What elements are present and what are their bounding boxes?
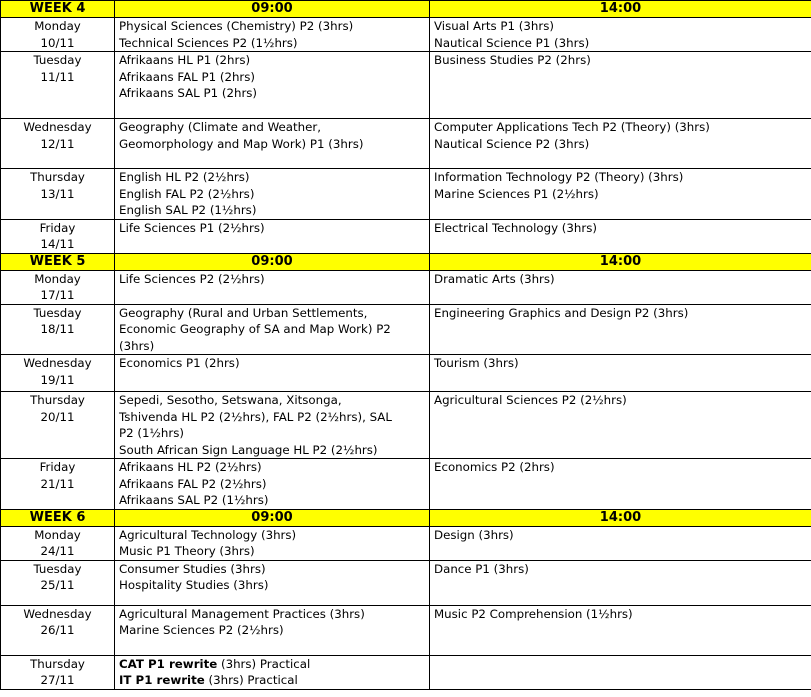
morning-session-cell: [115, 18, 430, 52]
day-cell: [1, 355, 115, 392]
exam-entry: [119, 476, 425, 493]
day-cell: [1, 52, 115, 119]
exam-entry-text: Agricultural Technology (3hrs): [119, 527, 297, 542]
exam-entry: [434, 561, 807, 578]
exam-entry-text: (3hrs) Practical: [204, 673, 298, 687]
exam-entry-text: Music P1 Theory (3hrs): [119, 544, 255, 558]
exam-entry-text: Technical Sciences P2 (1½hrs): [119, 35, 298, 50]
week-label: WEEK 5: [1, 253, 115, 270]
day-name: Tuesday: [33, 53, 82, 67]
exam-entry: [119, 18, 425, 35]
exam-entry-text: Visual Arts P1 (3hrs): [434, 19, 554, 33]
afternoon-session-cell: [430, 52, 811, 119]
exam-entry-text: (3hrs) Practical: [217, 656, 311, 671]
exam-entry: [119, 119, 425, 136]
morning-session-cell: [115, 605, 430, 655]
day-cell: [1, 392, 115, 459]
exam-entry: [119, 459, 425, 476]
exam-entry-text: Economic Geography of SA and Map Work) P2: [119, 322, 391, 336]
morning-session-cell: [115, 52, 430, 119]
exam-entry-text: Electrical Technology (3hrs): [434, 220, 597, 235]
day-date: 18/11: [40, 322, 75, 336]
day-cell: [1, 18, 115, 52]
exam-day-row: [1, 655, 811, 689]
exam-entry: [119, 35, 425, 52]
exam-entry: [434, 392, 807, 409]
exam-entry-text: Agricultural Sciences P2 (2½hrs): [434, 393, 627, 407]
exam-day-row: [1, 560, 811, 605]
exam-day-row: [1, 304, 811, 355]
afternoon-session-header: 14:00: [430, 253, 811, 270]
day-cell: [1, 560, 115, 605]
afternoon-session-cell: [430, 392, 811, 459]
exam-entry-text: Computer Applications Tech P2 (Theory) (3hrs): [434, 120, 710, 134]
day-date: 10/11: [40, 35, 75, 50]
exam-entry: [434, 35, 807, 52]
day-cell: [1, 270, 115, 304]
exam-entry-text: Afrikaans SAL P1 (2hrs): [119, 86, 258, 100]
day-cell: [1, 219, 115, 253]
exam-entry-text: English HL P2 (2½hrs): [119, 170, 250, 184]
exam-entry-text: Sepedi, Sesotho, Setswana, Xitsonga,: [119, 393, 342, 407]
exam-entry-text: Nautical Science P2 (3hrs): [434, 136, 590, 151]
exam-entry-text: English SAL P2 (1½hrs): [119, 203, 257, 217]
exam-entry: [119, 622, 425, 639]
exam-entry-text: Hospitality Studies (3hrs): [119, 578, 269, 592]
exam-entry: [434, 136, 807, 153]
week-label: WEEK 6: [1, 509, 115, 526]
day-name: Wednesday: [23, 356, 92, 370]
exam-entry-text: Business Studies P2 (2hrs): [434, 53, 591, 67]
week-header-row: [1, 1, 811, 18]
exam-entry: [119, 561, 425, 578]
week-header-row: [1, 253, 811, 270]
exam-entry: [119, 527, 425, 544]
week-label: WEEK 4: [1, 1, 115, 18]
afternoon-session-cell: [430, 526, 811, 560]
day-cell: [1, 459, 115, 510]
morning-session-cell: [115, 219, 430, 253]
exam-entry-emphasis: IT P1 rewrite: [119, 673, 205, 687]
timetable-body: [1, 1, 811, 690]
afternoon-session-header: 14:00: [430, 1, 811, 18]
afternoon-session-cell: [430, 655, 811, 689]
exam-entry-text: Engineering Graphics and Design P2 (3hrs): [434, 305, 689, 320]
day-name: Tuesday: [33, 561, 82, 576]
day-name: Friday: [39, 460, 76, 474]
morning-session-cell: [115, 560, 430, 605]
exam-entry-emphasis: CAT P1 rewrite: [119, 656, 218, 671]
afternoon-session-cell: [430, 270, 811, 304]
morning-session-cell: [115, 526, 430, 560]
day-name: Tuesday: [33, 305, 82, 320]
morning-session-cell: [115, 304, 430, 355]
morning-session-header: 09:00: [115, 509, 430, 526]
exam-entry-text: Geomorphology and Map Work) P1 (3hrs): [119, 136, 364, 151]
day-cell: [1, 655, 115, 689]
exam-entry: [434, 18, 807, 35]
morning-session-cell: [115, 459, 430, 510]
exam-day-row: [1, 18, 811, 52]
day-date: 13/11: [40, 186, 75, 201]
morning-session-cell: [115, 392, 430, 459]
afternoon-session-cell: [430, 304, 811, 355]
day-date: 12/11: [40, 136, 75, 151]
exam-entry: [119, 321, 425, 338]
day-cell: [1, 304, 115, 355]
exam-entry-text: Life Sciences P1 (2½hrs): [119, 220, 265, 235]
exam-entry: [119, 492, 425, 509]
day-date: 11/11: [40, 69, 75, 84]
exam-entry-text: Afrikaans HL P1 (2hrs): [119, 53, 251, 67]
week-header-row: [1, 509, 811, 526]
exam-entry: [434, 186, 807, 203]
afternoon-session-cell: [430, 605, 811, 655]
exam-entry: [434, 606, 807, 623]
exam-entry: [119, 656, 425, 673]
exam-day-row: [1, 526, 811, 560]
exam-entry-text: Economics P2 (2hrs): [434, 460, 555, 474]
day-date: 17/11: [40, 288, 75, 302]
exam-entry-text: Afrikaans HL P2 (2½hrs): [119, 460, 262, 474]
exam-entry: [434, 271, 807, 288]
exam-entry-text: Life Sciences P2 (2½hrs): [119, 271, 265, 286]
exam-entry-text: English FAL P2 (2½hrs): [119, 186, 255, 201]
exam-entry-text: Geography (Climate and Weather,: [119, 120, 321, 134]
day-date: 19/11: [40, 372, 75, 387]
exam-entry: [119, 169, 425, 186]
exam-entry: [119, 338, 425, 355]
exam-entry: [434, 355, 807, 372]
exam-entry: [119, 543, 425, 560]
day-date: 25/11: [40, 578, 75, 592]
day-date: 14/11: [40, 237, 75, 251]
exam-entry: [434, 305, 807, 322]
exam-day-row: [1, 119, 811, 169]
day-date: 27/11: [40, 673, 75, 687]
exam-entry-text: Consumer Studies (3hrs): [119, 561, 266, 576]
exam-entry-text: (3hrs): [119, 338, 155, 353]
exam-entry: [119, 577, 425, 594]
exam-entry: [119, 271, 425, 288]
day-name: Monday: [34, 19, 81, 33]
day-cell: [1, 169, 115, 220]
day-name: Monday: [34, 271, 81, 286]
morning-session-header: 09:00: [115, 1, 430, 18]
exam-day-row: [1, 392, 811, 459]
exam-entry-text: Tshivenda HL P2 (2½hrs), FAL P2 (2½hrs), SAL: [119, 409, 392, 424]
exam-day-row: [1, 270, 811, 304]
morning-session-cell: [115, 355, 430, 392]
exam-entry-text: South African Sign Language HL P2 (2½hrs): [119, 442, 378, 457]
exam-day-row: [1, 605, 811, 655]
exam-entry: [434, 459, 807, 476]
exam-entry: [119, 392, 425, 409]
morning-session-header: 09:00: [115, 253, 430, 270]
exam-entry: [119, 425, 425, 442]
exam-entry-text: Geography (Rural and Urban Settlements,: [119, 305, 368, 320]
day-cell: [1, 605, 115, 655]
exam-day-row: [1, 355, 811, 392]
exam-entry: [119, 69, 425, 86]
exam-entry: [119, 52, 425, 69]
day-name: Wednesday: [23, 606, 92, 621]
day-name: Friday: [39, 220, 76, 235]
exam-entry-text: Marine Sciences P2 (2½hrs): [119, 623, 284, 637]
day-date: 21/11: [40, 476, 75, 491]
exam-entry: [119, 672, 425, 689]
exam-entry: [434, 119, 807, 136]
morning-session-cell: [115, 169, 430, 220]
exam-entry: [119, 85, 425, 102]
exam-entry-text: P2 (1½hrs): [119, 426, 184, 440]
exam-entry-text: Music P2 Comprehension (1½hrs): [434, 606, 633, 621]
exam-entry: [434, 169, 807, 186]
exam-entry: [119, 355, 425, 372]
day-cell: [1, 526, 115, 560]
day-date: 20/11: [40, 409, 75, 424]
exam-entry: [119, 186, 425, 203]
day-name: Thursday: [30, 393, 85, 407]
exam-entry-text: Design (3hrs): [434, 527, 514, 542]
exam-entry-text: Tourism (3hrs): [434, 356, 519, 370]
day-date: 26/11: [40, 623, 75, 637]
exam-entry: [119, 409, 425, 426]
exam-entry: [119, 442, 425, 459]
exam-entry-text: Nautical Science P1 (3hrs): [434, 35, 590, 50]
exam-entry-text: Physical Sciences (Chemistry) P2 (3hrs): [119, 19, 354, 33]
afternoon-session-cell: [430, 560, 811, 605]
day-date: 24/11: [40, 544, 75, 558]
day-cell: [1, 119, 115, 169]
exam-entry: [119, 136, 425, 153]
morning-session-cell: [115, 655, 430, 689]
day-name: Wednesday: [23, 120, 92, 134]
exam-entry-text: Marine Sciences P1 (2½hrs): [434, 186, 599, 201]
exam-entry-text: Afrikaans SAL P2 (1½hrs): [119, 493, 269, 507]
exam-day-row: [1, 52, 811, 119]
afternoon-session-cell: [430, 169, 811, 220]
afternoon-session-cell: [430, 219, 811, 253]
exam-entry-text: Afrikaans FAL P2 (2½hrs): [119, 476, 267, 491]
morning-session-cell: [115, 270, 430, 304]
exam-entry: [119, 606, 425, 623]
day-name: Monday: [34, 527, 81, 542]
exam-day-row: [1, 459, 811, 510]
exam-entry-text: Information Technology P2 (Theory) (3hrs): [434, 170, 684, 184]
afternoon-session-cell: [430, 18, 811, 52]
afternoon-session-cell: [430, 355, 811, 392]
exam-day-row: [1, 169, 811, 220]
exam-entry: [434, 220, 807, 237]
exam-day-row: [1, 219, 811, 253]
day-name: Thursday: [30, 656, 85, 671]
exam-entry-text: Economics P1 (2hrs): [119, 356, 240, 370]
exam-entry-text: Dance P1 (3hrs): [434, 561, 529, 576]
afternoon-session-header: 14:00: [430, 509, 811, 526]
afternoon-session-cell: [430, 119, 811, 169]
exam-entry: [119, 305, 425, 322]
exam-entry: [119, 220, 425, 237]
exam-entry-text: Agricultural Management Practices (3hrs): [119, 606, 365, 621]
exam-entry: [119, 202, 425, 219]
morning-session-cell: [115, 119, 430, 169]
afternoon-session-cell: [430, 459, 811, 510]
day-name: Thursday: [30, 170, 85, 184]
exam-entry-text: Dramatic Arts (3hrs): [434, 271, 555, 286]
exam-entry: [434, 527, 807, 544]
exam-entry-text: Afrikaans FAL P1 (2hrs): [119, 69, 256, 84]
exam-entry: [434, 52, 807, 69]
